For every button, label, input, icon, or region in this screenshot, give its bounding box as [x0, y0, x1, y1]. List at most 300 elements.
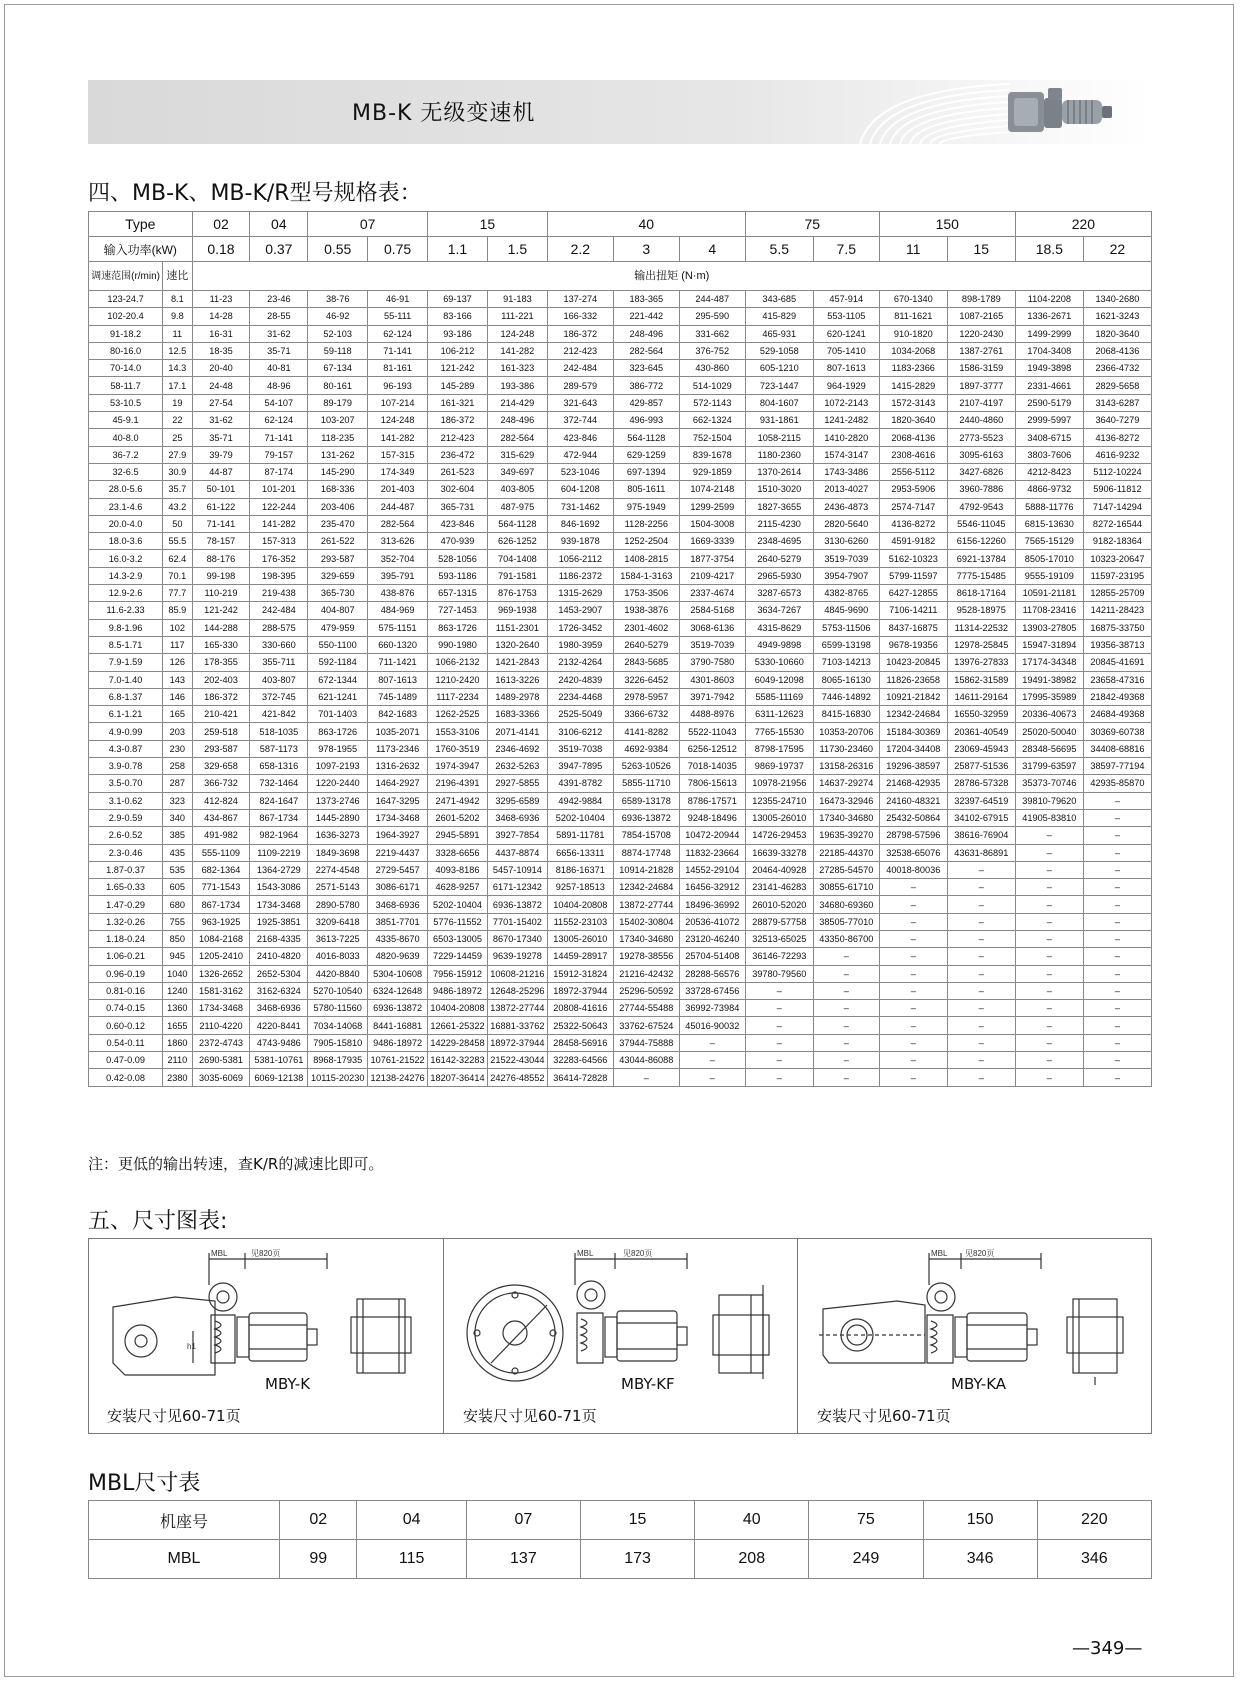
torque-cell: 39780-79560	[745, 965, 813, 982]
torque-cell: 5906-11812	[1083, 481, 1151, 498]
torque-cell: 1104-2208	[1015, 291, 1083, 308]
torque-cell: 9248-18496	[679, 809, 745, 826]
torque-cell: –	[1015, 861, 1083, 878]
mbl-row-label: 机座号	[89, 1501, 280, 1540]
torque-cell: 20808-41616	[547, 1000, 613, 1017]
torque-cell: 6503-13005	[428, 930, 488, 947]
torque-cell: 121-242	[192, 602, 250, 619]
torque-cell: 1151-2301	[487, 619, 547, 636]
torque-cell: 1827-3655	[745, 498, 813, 515]
torque-cell: 403-807	[250, 671, 308, 688]
power-header: 22	[1083, 237, 1151, 262]
torque-cell: 17340-34680	[813, 809, 879, 826]
torque-cell: 352-704	[368, 550, 428, 567]
torque-cell: 242-484	[547, 360, 613, 377]
torque-cell: 313-626	[368, 533, 428, 550]
type-header: 150	[879, 212, 1015, 237]
torque-cell: –	[947, 1052, 1015, 1069]
spec-row	[89, 446, 1152, 463]
torque-cell: 3803-7606	[1015, 446, 1083, 463]
torque-cell: 9528-18975	[947, 602, 1015, 619]
spec-row	[89, 429, 1152, 446]
torque-cell: –	[879, 948, 947, 965]
torque-cell: 2601-5202	[428, 809, 488, 826]
torque-cell: 1581-3162	[192, 982, 250, 999]
ratio-cell: 117	[163, 636, 192, 653]
torque-cell: 111-221	[487, 308, 547, 325]
torque-cell: 9486-18972	[368, 1034, 428, 1051]
torque-cell: 1621-3243	[1083, 308, 1151, 325]
torque-cell: 1315-2629	[547, 585, 613, 602]
torque-cell: 34680-69360	[813, 896, 879, 913]
type-header: 15	[428, 212, 548, 237]
torque-cell: 27-54	[192, 394, 250, 411]
torque-cell: 16639-33278	[745, 844, 813, 861]
speed-range-cell: 1.32-0.26	[89, 913, 163, 930]
torque-cell: 8798-17595	[745, 740, 813, 757]
torque-cell: 141-282	[487, 342, 547, 359]
torque-cell: 4093-8186	[428, 861, 488, 878]
torque-cell: 626-1252	[487, 533, 547, 550]
torque-cell: 939-1878	[547, 533, 613, 550]
torque-cell: 4820-9639	[368, 948, 428, 965]
spec-table	[88, 211, 1152, 1087]
torque-cell: 10404-20808	[547, 896, 613, 913]
spec-row	[89, 342, 1152, 359]
torque-cell: 4743-9486	[250, 1034, 308, 1051]
torque-cell: 867-1734	[250, 809, 308, 826]
range-label: 调速范围(r/min)	[89, 262, 163, 291]
torque-cell: 14459-28917	[547, 948, 613, 965]
ratio-cell: 77.7	[163, 585, 192, 602]
torque-cell: 4942-9884	[547, 792, 613, 809]
power-header: 15	[947, 237, 1015, 262]
h1-dim-label: h1	[187, 1342, 196, 1351]
torque-cell: 10978-21956	[745, 775, 813, 792]
torque-cell: 372-744	[547, 412, 613, 429]
torque-cell: 59-118	[308, 342, 368, 359]
torque-cell: 7147-14294	[1083, 498, 1151, 515]
torque-cell: 1316-2632	[368, 758, 428, 775]
torque-cell: 1056-2112	[547, 550, 613, 567]
torque-cell: 43350-86700	[813, 930, 879, 947]
torque-cell: 553-1105	[813, 308, 879, 325]
torque-cell: –	[1015, 1000, 1083, 1017]
torque-cell: 1117-2234	[428, 688, 488, 705]
torque-cell: 1084-2168	[192, 930, 250, 947]
speed-range-cell: 58-11.7	[89, 377, 163, 394]
torque-cell: 28458-56916	[547, 1034, 613, 1051]
torque-cell: 10472-20944	[679, 827, 745, 844]
torque-cell: 11552-23103	[547, 913, 613, 930]
torque-cell: 3640-7279	[1083, 412, 1151, 429]
torque-cell: 5202-10404	[547, 809, 613, 826]
torque-cell: 839-1678	[679, 446, 745, 463]
torque-cell: 6589-13178	[613, 792, 679, 809]
torque-cell: 1753-3506	[613, 585, 679, 602]
torque-cell: 5891-11781	[547, 827, 613, 844]
torque-cell: –	[1083, 948, 1151, 965]
torque-cell: 38616-76904	[947, 827, 1015, 844]
spec-row	[89, 982, 1152, 999]
torque-cell: 32397-64519	[947, 792, 1015, 809]
torque-cell: 2219-4437	[368, 844, 428, 861]
torque-cell: 28-55	[250, 308, 308, 325]
torque-cell: 3634-7267	[745, 602, 813, 619]
torque-cell: 1370-2614	[745, 463, 813, 480]
torque-cell: 261-523	[428, 463, 488, 480]
torque-cell: 496-993	[613, 412, 679, 429]
torque-cell: 17204-34408	[879, 740, 947, 757]
mbl-size-cell: 150	[923, 1501, 1037, 1540]
torque-cell: 67-134	[308, 360, 368, 377]
torque-cell: 5753-11506	[813, 619, 879, 636]
spec-row	[89, 1069, 1152, 1086]
torque-cell: 470-939	[428, 533, 488, 550]
torque-cell: 1173-2346	[368, 740, 428, 757]
mbl-size-row	[89, 1501, 1152, 1540]
torque-cell: –	[813, 1000, 879, 1017]
spec-row	[89, 913, 1152, 930]
spec-row	[89, 1000, 1152, 1017]
spec-row	[89, 740, 1152, 757]
spec-row	[89, 930, 1152, 947]
torque-cell: 2690-5381	[192, 1052, 250, 1069]
torque-cell: 592-1184	[308, 654, 368, 671]
speed-range-cell: 0.74-0.15	[89, 1000, 163, 1017]
torque-cell: 17174-34348	[1015, 654, 1083, 671]
torque-cell: –	[947, 879, 1015, 896]
torque-cell: 3106-6212	[547, 723, 613, 740]
torque-cell: 593-1186	[428, 567, 488, 584]
speed-range-cell: 14.3-2.9	[89, 567, 163, 584]
torque-cell: –	[1015, 965, 1083, 982]
torque-cell: 8441-16881	[368, 1017, 428, 1034]
power-header-row	[89, 237, 1152, 262]
torque-cell: 711-1421	[368, 654, 428, 671]
torque-cell: 93-186	[428, 325, 488, 342]
ratio-cell: 203	[163, 723, 192, 740]
torque-cell: 13005-26010	[745, 809, 813, 826]
torque-cell: 48-96	[250, 377, 308, 394]
speed-range-cell: 0.96-0.19	[89, 965, 163, 982]
torque-cell: 1574-3147	[813, 446, 879, 463]
spec-row	[89, 809, 1152, 826]
torque-cell: 2652-5304	[250, 965, 308, 982]
torque-cell: 1613-3226	[487, 671, 547, 688]
torque-cell: 1647-3295	[368, 792, 428, 809]
torque-cell: 412-824	[192, 792, 250, 809]
speed-range-cell: 28.0-5.6	[89, 481, 163, 498]
torque-cell: 21468-42935	[879, 775, 947, 792]
torque-cell: 876-1753	[487, 585, 547, 602]
torque-cell: 846-1692	[547, 515, 613, 532]
speed-range-cell: 9.8-1.96	[89, 619, 163, 636]
torque-cell: –	[947, 1000, 1015, 1017]
ratio-cell: 945	[163, 948, 192, 965]
mby-kf-drawing	[451, 1245, 791, 1385]
torque-cell: 25877-51536	[947, 758, 1015, 775]
torque-cell: 3408-6715	[1015, 429, 1083, 446]
spec-row	[89, 654, 1152, 671]
ratio-cell: 850	[163, 930, 192, 947]
torque-cell: 1925-3851	[250, 913, 308, 930]
torque-cell: 23069-45943	[947, 740, 1015, 757]
torque-cell: 3519-7038	[547, 740, 613, 757]
torque-cell: 19356-38713	[1083, 636, 1151, 653]
torque-cell: 2773-5523	[947, 429, 1015, 446]
torque-cell: 2729-5457	[368, 861, 428, 878]
torque-cell: 293-587	[308, 550, 368, 567]
speed-range-cell: 3.5-0.70	[89, 775, 163, 792]
torque-cell: 1241-2482	[813, 412, 879, 429]
torque-cell: 670-1340	[879, 291, 947, 308]
torque-cell: 118-235	[308, 429, 368, 446]
torque-cell: 343-685	[745, 291, 813, 308]
spec-row	[89, 775, 1152, 792]
torque-cell: 10323-20647	[1083, 550, 1151, 567]
speed-range-cell: 8.5-1.71	[89, 636, 163, 653]
torque-cell: 107-214	[368, 394, 428, 411]
torque-cell: 25296-50592	[613, 982, 679, 999]
torque-cell: 7018-14035	[679, 758, 745, 775]
torque-cell: 429-857	[613, 394, 679, 411]
torque-cell: –	[679, 1069, 745, 1086]
torque-cell: 54-107	[250, 394, 308, 411]
ratio-cell: 35.7	[163, 481, 192, 498]
torque-cell: 30855-61710	[813, 879, 879, 896]
model-label: MBY-K	[265, 1375, 311, 1393]
torque-cell: –	[1083, 879, 1151, 896]
torque-cell: 198-395	[250, 567, 308, 584]
torque-cell: 16142-32283	[428, 1052, 488, 1069]
torque-cell: 523-1046	[547, 463, 613, 480]
torque-cell: 1299-2599	[679, 498, 745, 515]
torque-cell: 18972-37944	[487, 1034, 547, 1051]
mbl-value-cell: 115	[357, 1540, 466, 1579]
torque-cell: 5270-10540	[308, 982, 368, 999]
torque-cell: 19278-38556	[613, 948, 679, 965]
torque-cell: 7446-14892	[813, 688, 879, 705]
torque-cell: 1504-3008	[679, 515, 745, 532]
torque-cell: 484-969	[368, 602, 428, 619]
torque-cell: 17340-34680	[613, 930, 679, 947]
torque-cell: 4792-9543	[947, 498, 1015, 515]
torque-cell: 43044-86088	[613, 1052, 679, 1069]
torque-cell: 244-487	[679, 291, 745, 308]
torque-cell: 11314-22532	[947, 619, 1015, 636]
torque-cell: 365-730	[308, 585, 368, 602]
torque-cell: 964-1929	[813, 377, 879, 394]
torque-cell: 31799-63597	[1015, 758, 1083, 775]
torque-cell: 1415-2829	[879, 377, 947, 394]
torque-cell: –	[679, 1052, 745, 1069]
ratio-cell: 287	[163, 775, 192, 792]
mbl-table	[88, 1500, 1152, 1579]
torque-cell: 587-1173	[250, 740, 308, 757]
torque-cell: 15402-30804	[613, 913, 679, 930]
page-number: —349—	[1072, 1638, 1143, 1659]
ratio-cell: 11	[163, 325, 192, 342]
torque-cell: 12342-24684	[613, 879, 679, 896]
ratio-cell: 9.8	[163, 308, 192, 325]
torque-cell: 62-124	[250, 412, 308, 429]
torque-cell: 6921-13784	[947, 550, 1015, 567]
torque-cell: 863-1726	[428, 619, 488, 636]
torque-cell: 39810-79620	[1015, 792, 1083, 809]
spec-row	[89, 515, 1152, 532]
torque-cell: 8786-17571	[679, 792, 745, 809]
ratio-cell: 19	[163, 394, 192, 411]
torque-cell: 2965-5930	[745, 567, 813, 584]
spec-row	[89, 463, 1152, 480]
torque-cell: 71-141	[192, 515, 250, 532]
torque-cell: 3209-6418	[308, 913, 368, 930]
mbl-row-label: MBL	[89, 1540, 280, 1579]
torque-cell: 2301-4602	[613, 619, 679, 636]
spec-row	[89, 360, 1152, 377]
spec-row	[89, 602, 1152, 619]
torque-cell: 372-745	[250, 688, 308, 705]
torque-cell: 35-71	[250, 342, 308, 359]
torque-cell: 550-1100	[308, 636, 368, 653]
torque-cell: 6936-13872	[368, 1000, 428, 1017]
torque-cell: 807-1613	[813, 360, 879, 377]
torque-cell: 1072-2143	[813, 394, 879, 411]
power-header: 0.75	[368, 237, 428, 262]
torque-cell: 8670-17340	[487, 930, 547, 947]
torque-cell: 572-1143	[679, 394, 745, 411]
torque-cell: 261-522	[308, 533, 368, 550]
torque-cell: 8505-17010	[1015, 550, 1083, 567]
torque-cell: 807-1613	[368, 671, 428, 688]
torque-cell: 811-1621	[879, 308, 947, 325]
spec-row	[89, 567, 1152, 584]
torque-cell: 366-732	[192, 775, 250, 792]
torque-cell: 1252-2504	[613, 533, 679, 550]
torque-cell: 21842-49368	[1083, 688, 1151, 705]
torque-cell: 282-564	[613, 342, 679, 359]
speed-range-cell: 1.65-0.33	[89, 879, 163, 896]
torque-cell: 7854-15708	[613, 827, 679, 844]
spec-row	[89, 619, 1152, 636]
speed-range-cell: 45-9.1	[89, 412, 163, 429]
power-header: 4	[679, 237, 745, 262]
torque-cell: 4866-9732	[1015, 481, 1083, 498]
speed-range-cell: 53-10.5	[89, 394, 163, 411]
torque-cell: 6156-12260	[947, 533, 1015, 550]
torque-cell: 3927-7854	[487, 827, 547, 844]
torque-cell: 1489-2978	[487, 688, 547, 705]
torque-cell: 36414-72828	[547, 1069, 613, 1086]
torque-cell: 329-659	[308, 567, 368, 584]
header-stripes	[820, 80, 1010, 144]
torque-cell: 2132-4264	[547, 654, 613, 671]
torque-cell: 1066-2132	[428, 654, 488, 671]
torque-cell: 7905-15810	[308, 1034, 368, 1051]
torque-cell: –	[1083, 827, 1151, 844]
ratio-cell: 55.5	[163, 533, 192, 550]
ratio-cell: 126	[163, 654, 192, 671]
power-header: 0.18	[192, 237, 250, 262]
torque-cell: –	[1015, 930, 1083, 947]
torque-cell: –	[745, 1000, 813, 1017]
torque-cell: 1586-3159	[947, 360, 1015, 377]
speed-range-cell: 32-6.5	[89, 463, 163, 480]
torque-cell: 771-1543	[192, 879, 250, 896]
ratio-cell: 258	[163, 758, 192, 775]
section5-title: 五、尺寸图表:	[88, 1209, 228, 1234]
spec-row	[89, 412, 1152, 429]
torque-cell: –	[745, 1052, 813, 1069]
torque-cell: 79-157	[250, 446, 308, 463]
torque-cell: 10591-21181	[1015, 585, 1083, 602]
torque-cell: 386-772	[613, 377, 679, 394]
ratio-cell: 755	[163, 913, 192, 930]
speed-range-cell: 2.3-0.46	[89, 844, 163, 861]
torque-cell: 23-46	[250, 291, 308, 308]
ratio-label: 速比	[163, 262, 192, 291]
ratio-cell: 340	[163, 809, 192, 826]
ratio-cell: 1360	[163, 1000, 192, 1017]
mbl-table-title: MBL尺寸表	[88, 1471, 201, 1496]
torque-cell: 6936-13872	[613, 809, 679, 826]
mbl-value-row	[89, 1540, 1152, 1579]
torque-cell: 1949-3898	[1015, 360, 1083, 377]
torque-cell: 404-807	[308, 602, 368, 619]
torque-cell: 6599-13198	[813, 636, 879, 653]
torque-cell: 3519-7039	[679, 636, 745, 653]
torque-cell: 6324-12648	[368, 982, 428, 999]
torque-cell: 487-975	[487, 498, 547, 515]
torque-cell: 5381-10761	[250, 1052, 308, 1069]
torque-cell: 3971-7942	[679, 688, 745, 705]
torque-cell: 20464-40928	[745, 861, 813, 878]
torque-cell: 6069-12138	[250, 1069, 308, 1086]
torque-cell: 4141-8282	[613, 723, 679, 740]
power-header: 11	[879, 237, 947, 262]
torque-cell: 3035-6069	[192, 1069, 250, 1086]
ratio-cell: 22	[163, 412, 192, 429]
spec-row	[89, 723, 1152, 740]
torque-cell: –	[947, 982, 1015, 999]
torque-cell: 5457-10914	[487, 861, 547, 878]
mbl-size-cell: 220	[1037, 1501, 1151, 1540]
torque-cell: 32283-64566	[547, 1052, 613, 1069]
ratio-cell: 323	[163, 792, 192, 809]
torque-cell: 11597-23195	[1083, 567, 1151, 584]
mbl-value-cell: 137	[466, 1540, 580, 1579]
torque-cell: 3086-6171	[368, 879, 428, 896]
torque-cell: 20-40	[192, 360, 250, 377]
torque-cell: 1186-2372	[547, 567, 613, 584]
torque-cell: 27744-55488	[613, 1000, 679, 1017]
ratio-cell: 435	[163, 844, 192, 861]
torque-cell: 35-71	[192, 429, 250, 446]
panel-divider	[443, 1239, 444, 1433]
torque-cell: 4692-9384	[613, 740, 679, 757]
torque-cell: 745-1489	[368, 688, 428, 705]
torque-cell: 11-23	[192, 291, 250, 308]
torque-cell: 28288-56576	[679, 965, 745, 982]
torque-cell: 83-166	[428, 308, 488, 325]
ratio-cell: 27.9	[163, 446, 192, 463]
torque-cell: 2372-4743	[192, 1034, 250, 1051]
torque-cell: 106-212	[428, 342, 488, 359]
torque-cell: 12661-25322	[428, 1017, 488, 1034]
torque-cell: 38505-77010	[813, 913, 879, 930]
torque-cell: 898-1789	[947, 291, 1015, 308]
